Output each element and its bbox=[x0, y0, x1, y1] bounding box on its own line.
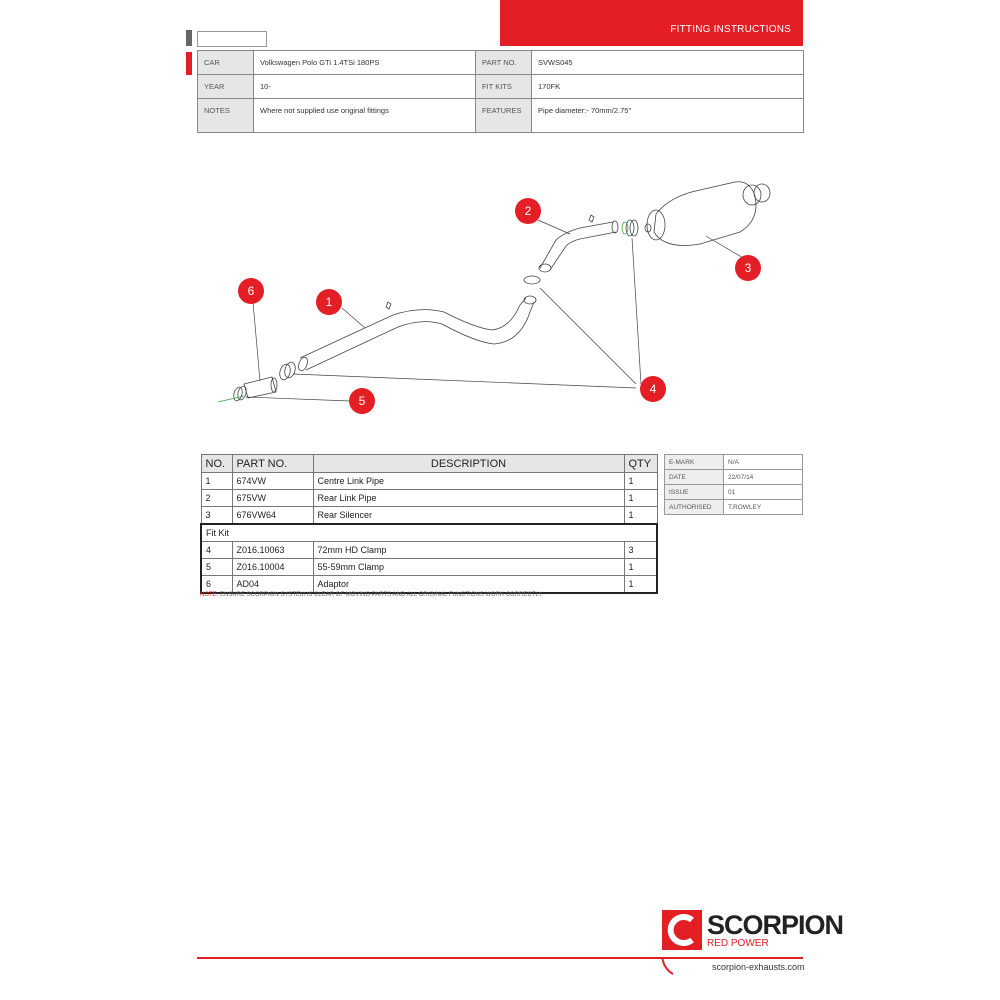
note-text: ENSURE SCORPION SYSTEM IS CLEAR OF MOVING PARTS AND ALL ORIGINAL FUNCTIONS WORK CORRECTLY. bbox=[218, 592, 544, 598]
notes-label: NOTES bbox=[198, 99, 254, 133]
date-value: 22/07/14 bbox=[724, 470, 803, 485]
document-meta-table bbox=[664, 454, 803, 515]
col-qty: QTY bbox=[624, 455, 657, 473]
cell: 1 bbox=[624, 490, 657, 507]
cell: Adaptor bbox=[313, 576, 624, 594]
page-title: FITTING INSTRUCTIONS bbox=[670, 24, 791, 35]
authorised-value: T.ROWLEY bbox=[724, 500, 803, 515]
cell: 676VW64 bbox=[232, 507, 313, 525]
cell: 72mm HD Clamp bbox=[313, 542, 624, 559]
brand-tagline: RED POWER bbox=[707, 938, 769, 949]
cell: 5 bbox=[201, 559, 232, 576]
cell: 2 bbox=[201, 490, 232, 507]
notes-value: Where not supplied use original fittings bbox=[254, 99, 476, 133]
cell: 674VW bbox=[232, 473, 313, 490]
cell: 1 bbox=[201, 473, 232, 490]
year-value: 10- bbox=[254, 75, 476, 99]
cell: AD04 bbox=[232, 576, 313, 594]
safety-note bbox=[200, 592, 543, 598]
table-row bbox=[201, 559, 657, 576]
cell: Z016.10063 bbox=[232, 542, 313, 559]
part-value: SVWS045 bbox=[532, 51, 804, 75]
table-row bbox=[201, 473, 657, 490]
part-label: PART NO. bbox=[476, 51, 532, 75]
cell: 6 bbox=[201, 576, 232, 594]
cell: 1 bbox=[624, 559, 657, 576]
fit-kit-heading: Fit Kit bbox=[201, 524, 657, 542]
cell: 1 bbox=[624, 473, 657, 490]
parts-table bbox=[200, 454, 658, 594]
table-row bbox=[201, 507, 657, 525]
cell: 3 bbox=[201, 507, 232, 525]
cell: 55-59mm Clamp bbox=[313, 559, 624, 576]
issue-value: 01 bbox=[724, 485, 803, 500]
callout-1: 1 bbox=[325, 295, 333, 309]
car-label: CAR bbox=[198, 51, 254, 75]
col-no: NO. bbox=[201, 455, 232, 473]
emark-value: N/A bbox=[724, 455, 803, 470]
website-link[interactable]: scorpion-exhausts.com bbox=[712, 962, 805, 972]
callout-3: 3 bbox=[744, 261, 752, 275]
cell: Rear Silencer bbox=[313, 507, 624, 525]
car-value: Volkswagen Polo GTi 1.4TSi 180PS bbox=[254, 51, 476, 75]
authorised-label: AUTHORISED bbox=[665, 500, 724, 515]
cell: Rear Link Pipe bbox=[313, 490, 624, 507]
note-prefix: NOTE: bbox=[200, 592, 219, 598]
features-label: FEATURES bbox=[476, 99, 532, 133]
callout-6: 6 bbox=[247, 284, 255, 298]
fitkits-value: 170FK bbox=[532, 75, 804, 99]
callout-5: 5 bbox=[358, 394, 366, 408]
exhaust-diagram bbox=[0, 0, 1000, 450]
table-row bbox=[201, 490, 657, 507]
cell: 3 bbox=[624, 542, 657, 559]
emark-label: E-MARK bbox=[665, 455, 724, 470]
fitkits-label: FIT KITS bbox=[476, 75, 532, 99]
callout-2: 2 bbox=[524, 204, 532, 218]
scorpion-logo-icon bbox=[662, 910, 702, 950]
date-label: DATE bbox=[665, 470, 724, 485]
cell: Centre Link Pipe bbox=[313, 473, 624, 490]
year-label: YEAR bbox=[198, 75, 254, 99]
cell: 1 bbox=[624, 507, 657, 525]
cell: Z016.10004 bbox=[232, 559, 313, 576]
brand-name: SCORPION bbox=[707, 910, 844, 940]
col-description: DESCRIPTION bbox=[313, 455, 624, 473]
table-row bbox=[201, 542, 657, 559]
issue-label: ISSUE bbox=[665, 485, 724, 500]
table-row bbox=[201, 576, 657, 594]
cell: 675VW bbox=[232, 490, 313, 507]
cell: 1 bbox=[624, 576, 657, 594]
features-value: Pipe diameter:- 70mm/2.75" bbox=[532, 99, 804, 133]
cell: 4 bbox=[201, 542, 232, 559]
col-part-no: PART NO. bbox=[232, 455, 313, 473]
footer-divider bbox=[197, 957, 803, 959]
callout-4: 4 bbox=[649, 382, 657, 396]
footer-swoosh bbox=[660, 957, 674, 975]
